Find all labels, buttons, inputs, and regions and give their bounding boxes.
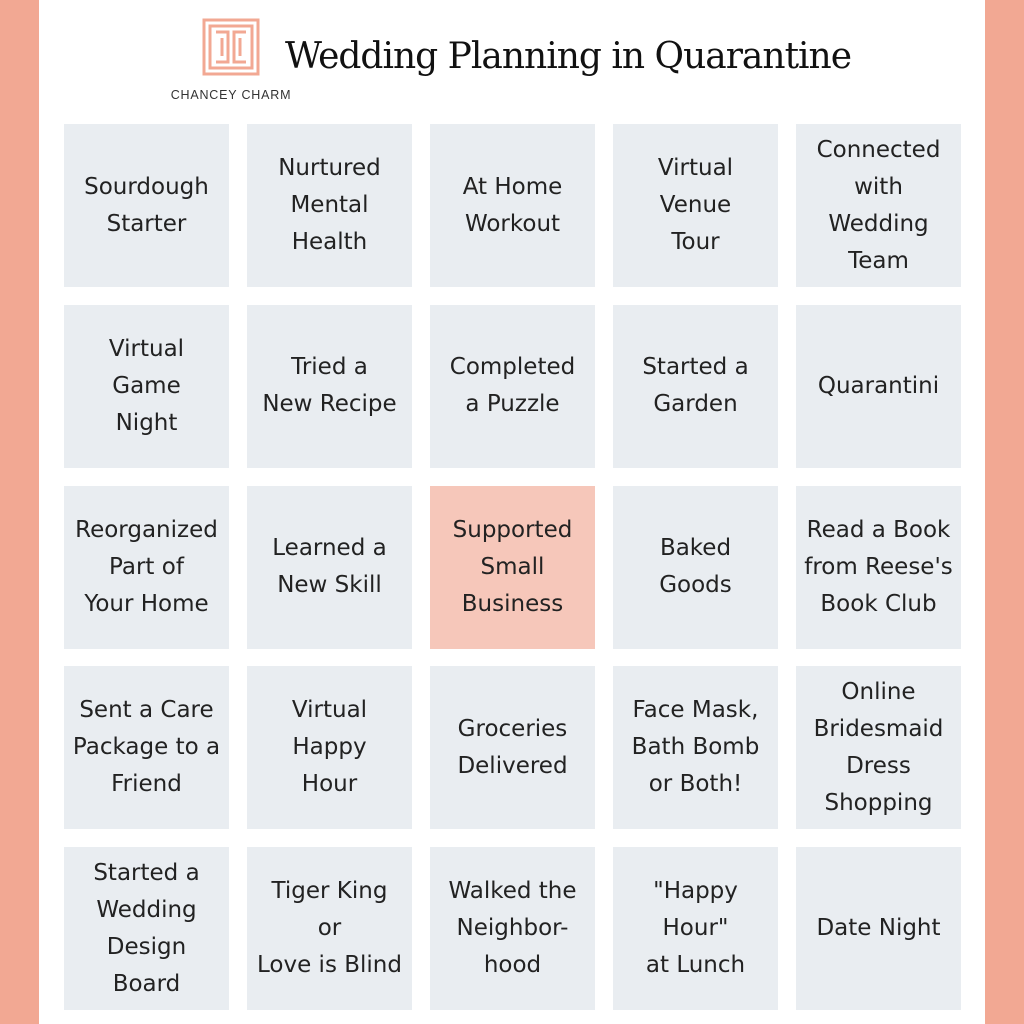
bingo-square-label: Learned a New Skill (272, 535, 387, 598)
bingo-square-label: Supported Small Business (452, 516, 573, 617)
bingo-square (430, 666, 595, 829)
bingo-square (796, 486, 961, 649)
bingo-square-label: Started a Garden (642, 354, 749, 418)
bingo-square-label: Started a Wedding Design Board (93, 859, 200, 997)
page-title: Wedding Planning in Quarantine (285, 36, 852, 77)
bingo-square-label: Virtual Venue Tour (657, 155, 734, 255)
bingo-square (613, 486, 778, 649)
bingo-square-label: Sent a Care Package to a Friend (72, 697, 221, 798)
bingo-free-space (430, 486, 595, 649)
bingo-square (796, 847, 961, 1010)
brand-logo (169, 18, 293, 106)
bingo-square-label: Read a Book from Reese's Book Club (804, 516, 953, 617)
bingo-square (613, 847, 778, 1010)
header (39, 0, 985, 110)
bingo-square-label: Virtual Game Night (108, 335, 185, 436)
bingo-square-label: Date Night (816, 915, 941, 941)
bingo-square (64, 486, 229, 649)
chancey-charm-monogram-icon (202, 18, 260, 76)
bingo-square (613, 666, 778, 829)
bingo-square (247, 305, 412, 468)
bingo-square-label: Tiger King or Love is Blind (257, 878, 402, 978)
bingo-square (64, 847, 229, 1010)
bingo-square (247, 486, 412, 649)
bingo-square (247, 847, 412, 1010)
bingo-card (39, 0, 985, 1024)
bingo-square (796, 124, 961, 287)
bingo-square-label: Tried a New Recipe (262, 354, 397, 418)
bingo-square-label: Sourdough Starter (84, 173, 209, 237)
bingo-square-label: At Home Workout (462, 173, 563, 237)
bingo-square (613, 124, 778, 287)
bingo-square-label: Baked Goods (659, 535, 732, 598)
bingo-square-label: "Happy Hour" at Lunch (645, 878, 746, 978)
bingo-square-label: Quarantini (817, 372, 940, 399)
bingo-square (64, 305, 229, 468)
bingo-square (430, 847, 595, 1010)
bingo-grid (64, 124, 961, 1006)
bingo-square (796, 305, 961, 468)
bingo-square (613, 305, 778, 468)
bingo-square (430, 124, 595, 287)
bingo-square (430, 305, 595, 468)
bingo-square-label: Face Mask, Bath Bomb or Both! (631, 697, 760, 798)
bingo-square (796, 666, 961, 829)
bingo-square (64, 666, 229, 829)
bingo-square-label: Connected with Wedding Team (816, 136, 941, 274)
bingo-square-label: Reorganized Part of Your Home (75, 516, 218, 617)
bingo-square-label: Walked the Neighbor- hood (448, 878, 577, 978)
bingo-square (64, 124, 229, 287)
bingo-square-label: Nurtured Mental Health (278, 155, 381, 255)
bingo-square-label: Virtual Happy Hour (291, 697, 368, 798)
bingo-square-label: Completed a Puzzle (449, 354, 576, 418)
bingo-square-label: Online Bridesmaid Dress Shopping (813, 678, 944, 816)
bingo-square-label: Groceries Delivered (457, 715, 568, 779)
brand-name: CHANCEY CHARM (170, 88, 292, 102)
bingo-square (247, 666, 412, 829)
bingo-square (247, 124, 412, 287)
